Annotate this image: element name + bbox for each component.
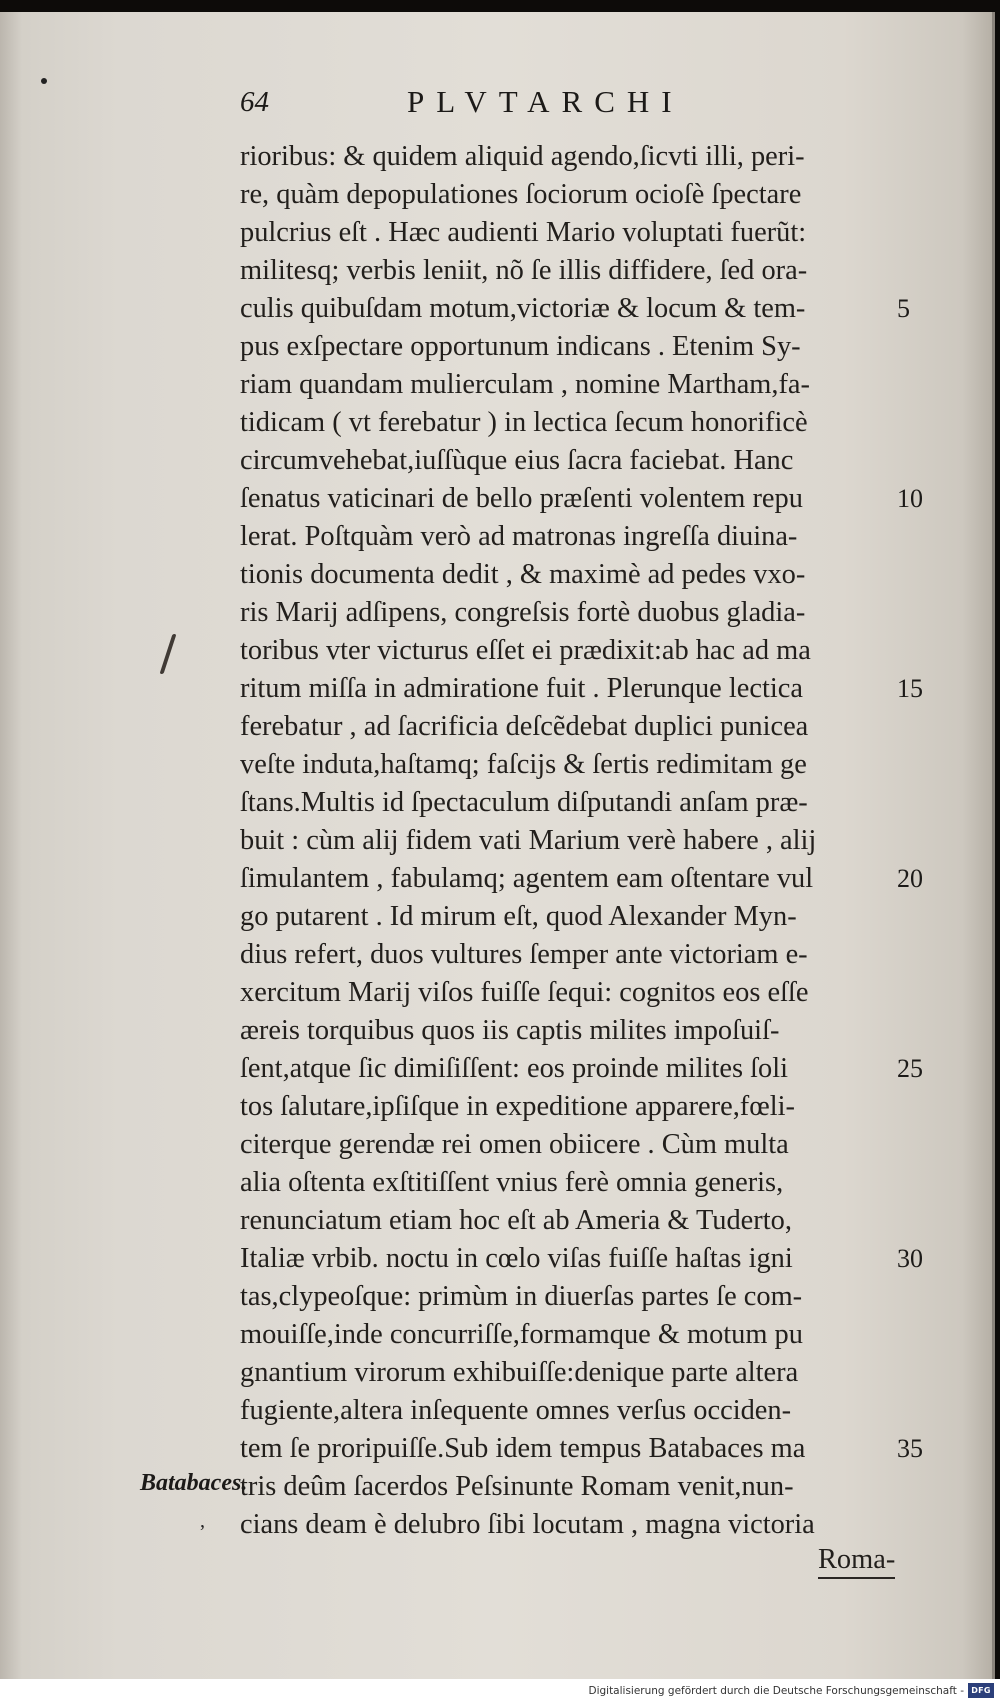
text-line: tris deûm ſacerdos Peſsinunte Romam venit,nun- <box>240 1471 794 1502</box>
text-line: tos ſalutare,ipſiſque in expeditione apparere,fœli- <box>240 1091 795 1122</box>
text-line: alia oſtenta exſtitiſſent vnius ferè omnia generis, <box>240 1167 784 1198</box>
text-line: ſent,atque ſic dimiſiſſent: eos proinde milites ſoli <box>240 1053 789 1084</box>
margin-ink-mark: , <box>200 1510 205 1532</box>
spine-shadow <box>0 12 22 1679</box>
line-number: 15 <box>897 674 923 703</box>
text-line: lerat. Poſtquàm verò ad matronas ingreſſa diuina- <box>240 521 798 552</box>
line-number: 35 <box>897 1434 923 1463</box>
text-line: ritum miſſa in admiratione fuit . Plerunque lectica <box>240 673 803 704</box>
text-line: buit : cùm alij fidem vati Marium verè habere , alij <box>240 825 817 856</box>
text-line: tionis documenta dedit , & maximè ad pedes vxo- <box>240 559 806 590</box>
catchword: Roma- <box>818 1544 895 1579</box>
text-line: gnantium virorum exhibuiſſe:denique parte altera <box>240 1357 799 1388</box>
text-line: xercitum Marij viſos fuiſſe ſequi: cognitos eos eſſe <box>240 977 809 1008</box>
text-line: citerque gerendæ rei omen obiicere . Cùm multa <box>240 1129 789 1160</box>
text-line: pus exſpectare opportunum indicans . Etenim Sy- <box>240 331 801 362</box>
text-line: toribus vter victurus eſſet ei prædixit:ab hac ad ma <box>240 635 811 666</box>
text-line: go putarent . Id mirum eſt, quod Alexander Myn- <box>240 901 797 932</box>
text-line: cians deam è delubro ſibi locutam , magna victoria <box>240 1509 815 1540</box>
line-number: 5 <box>897 294 910 323</box>
line-number: 20 <box>897 864 923 893</box>
text-line: tas,clypeoſque: primùm in diuerſas partes ſe com- <box>240 1281 803 1312</box>
text-line: militesq; verbis leniit, nõ ſe illis diffidere, ſed ora- <box>240 255 808 286</box>
line-number: 30 <box>897 1244 923 1273</box>
text-line: ſtans.Multis id ſpectaculum diſputandi anſam præ- <box>240 787 808 818</box>
text-line: circumvehebat,iuſſùque eius ſacra faciebat. Hanc <box>240 445 794 476</box>
text-line: fugiente,altera inſequente omnes verſus occiden- <box>240 1395 792 1426</box>
text-line: riam quandam mulierculam , nomine Martham,fa- <box>240 369 810 400</box>
text-line: tidicam ( vt ferebatur ) in lectica ſecum honorificè <box>240 407 808 438</box>
running-head: PLVTARCHI <box>407 84 684 119</box>
text-line: rioribus: & quidem aliquid agendo,ſicvti illi, peri- <box>240 141 805 172</box>
text-line: veſte induta,haſtamq; faſcijs & ſertis redimitam ge <box>240 749 807 780</box>
text-line: ris Marij adſipens, congreſsis fortè duobus gladia- <box>240 597 806 628</box>
line-number: 25 <box>897 1054 923 1083</box>
text-line: tem ſe proripuiſſe.Sub idem tempus Batabaces ma <box>240 1433 806 1464</box>
text-line: ferebatur , ad ſacrificia deſcẽdebat duplici punicea <box>240 711 809 742</box>
ink-dot-mark <box>41 78 47 84</box>
text-line: culis quibuſdam motum,victoriæ & locum & tem- <box>240 293 806 324</box>
text-line: ſenatus vaticinari de bello præſenti volentem repu <box>240 483 803 514</box>
text-line: æreis torquibus quos iis captis milites impoſuiſ- <box>240 1015 780 1046</box>
margin-note: Batabaces. <box>140 1470 248 1496</box>
text-line: pulcrius eſt . Hæc audienti Mario voluptati fuerũt: <box>240 217 807 248</box>
line-number: 10 <box>897 484 923 513</box>
text-line: re, quàm depopulationes ſociorum ocioſè ſpectare <box>240 179 802 210</box>
text-line: ſimulantem , fabulamq; agentem eam oſtentare vul <box>240 863 814 894</box>
text-line: dius refert, duos vultures ſemper ante victoriam e- <box>240 939 808 970</box>
text-line: Italiæ vrbib. noctu in cœlo viſas fuiſſe haſtas igni <box>240 1243 793 1274</box>
dfg-logo: DFG <box>968 1683 994 1698</box>
text-line: mouiſſe,inde concurriſſe,formamque & motum pu <box>240 1319 803 1350</box>
page-number: 64 <box>240 86 269 118</box>
digitization-credit: Digitalisierung gefördert durch die Deutsche Forschungsgemeinschaft - <box>588 1685 964 1697</box>
text-line: renunciatum etiam hoc eſt ab Ameria & Tuderto, <box>240 1205 792 1236</box>
